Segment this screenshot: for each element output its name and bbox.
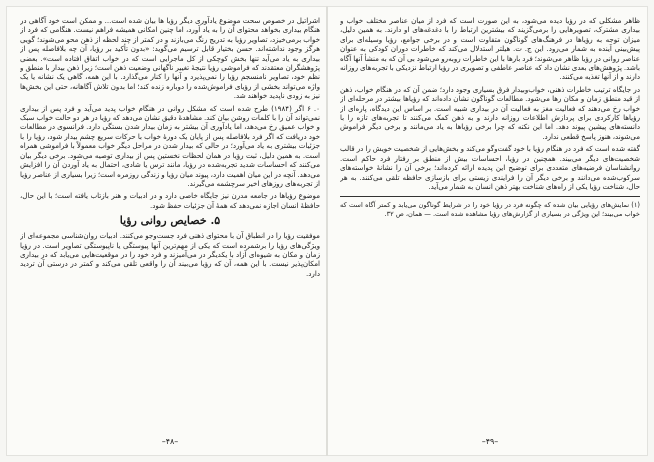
right-page-number: –۴۹– — [481, 437, 499, 446]
right-page-content — [340, 16, 640, 430]
left-paragraph-3: موضوع رؤیاها در جامعه مدرن نیز جایگاه خاصی دارد و در ادبیات و هنر بازتاب یافته است؛ با این حال، حافظهٔ انسان اجازه نمی‌دهد که همهٔ آن جزئیات حفظ شود. — [20, 191, 320, 210]
left-page-number: –۴۸– — [161, 437, 179, 446]
left-page — [20, 16, 320, 446]
left-paragraph-1: اشراتیل در خصوص سحت موضوع یادآوری دیگر رؤیا ها بیان شده است... و ممکن است خود آگاهی در هنگام بیداری بخواهد محتوای آن را به یاد آورد، اما چنین امکانی همیشه فراهم نیست. هنگامی که فرد از خواب برمی‌خیزد، تصاویر رؤیا به تدریج رنگ می‌بازند و در کمتر از چند لحظه از ذهن محو می‌شوند؛ گویی هرگز وجود نداشته‌اند. حسن بختیار قابل ترسیم می‌گوید: «بدون تأکید بر رؤیا، آن چه بلافاصله پس از بیداری به یاد می‌آید تنها بخش کوچکی از کل ماجرایی است که در خواب اتفاق افتاده است». بعضی پژوهشگران معتقدند که فراموشی رؤیا نتیجهٔ تغییر ناگهانی وضعیت ذهن است؛ زیرا ذهن بیدار با منطق و نظم خود، تصاویر نامنسجم رؤیا را نمی‌پذیرد و آنها را کنار می‌گذارد. با این همه، گاهی یک نشانه یا یک واژه می‌تواند بخشی از رؤیای فراموش‌شده را دوباره زنده کند؛ اما بدون تلاش آگاهانه، حتی این بخش‌ها نیز به زودی ناپدید خواهند شد. — [20, 16, 320, 101]
section-heading: ۵. خصایص روانی رؤیا — [119, 214, 221, 228]
book-spread — [6, 6, 648, 456]
right-page — [340, 16, 640, 446]
right-paragraph-1: ظاهر مشکلی که در رؤیا دیده می‌شود، به این صورت است که فرد از میان عناصر مختلف خواب و بیداری مشترک، تصویرهایی را برمی‌گزیند که بیشترین ارتباط را با دغدغه‌های او دارند. به همین دلیل، میزان توجه به رؤیاها در فرهنگ‌های گوناگون متفاوت است و در برخی جوامع، رؤیا وسیله‌ای برای پیش‌بینی آینده به شمار می‌رود. این ج. ت. هیلتر استدلال می‌کند که خاطرات دوران کودکی به عنوان عناصر روانی در رؤیا ظاهر می‌شوند؛ فرد بارها با این خاطرات روبه‌رو می‌شود بی آن که به منشأ آنها آگاه باشد. پژوهش‌های بعدی نشان داد که عناصر عاطفی و تصویری در رؤیا ارتباط نزدیکی با تجربه‌های روزانه دارند و از آنها تغذیه می‌کنند. — [340, 16, 640, 82]
left-paragraph-4: موفقیت رؤیا را در انطباق آن با محتوای ذهنی فرد جست‌وجو می‌کنند. ادبیات روان‌شناسی مجموعه‌ای از ویژگی‌های رؤیا را برشمرده است که یکی از مهم‌ترین آنها پیوستگی یا ناپیوستگی تصاویر است. در رؤیا زمان و مکان به شیوه‌ای آزاد با یکدیگر در می‌آمیزند و فرد خود را در موقعیت‌هایی می‌یابد که در بیداری امکان‌پذیر نیست. با این همه، آن که رؤیا می‌بیند آن را واقعی تلقی می‌کند و کمتر در درستی آن تردید دارد. — [20, 231, 320, 278]
left-page-content — [20, 16, 320, 430]
left-paragraph-2: ۰. ۶ اگر (۱۹۸۴) طرح شده است که مشکل روانی در هنگام خواب پدید می‌آید و فرد پس از بیداری نمی‌تواند آن را با کلمات روشن بیان کند. مشاهدهٔ دقیق نشان می‌دهد که رؤیا در هر دو حالت خواب سبک و خواب عمیق رخ می‌دهد، اما یادآوری آن بیشتر به زمان بیدار شدن بستگی دارد. فرانسوی در مطالعات خود دریافت که اگر فرد بلافاصله پس از پایان یک دورهٔ خواب با حرکات سریع چشم بیدار شود، رؤیا را با جزئیات بیشتری به یاد می‌آورد؛ در حالی که بیدار شدن در مراحل دیگر خواب معمولاً با فراموشی همراه است. به همین دلیل، ثبت رؤیا در همان لحظات نخستین پس از بیداری توصیه می‌شود. برخی دیگر بیان می‌کنند که احساسات شدید تجربه‌شده در رؤیا، مانند ترس یا شادی، احتمال به یاد آوردن آن را افزایش می‌دهد. آنچه در این میان اهمیت دارد، پیوند میان رؤیا و زندگی روزمره است؛ زیرا بسیاری از عناصر رؤیا از تجربه‌های روزهای اخیر سرچشمه می‌گیرند. — [20, 103, 320, 188]
footnote: (۱) نمایش‌های رؤیایی بیان شده که چگونه فرد در رؤیا خود را در شرایط گوناگون می‌یابد و کمتر آگاه است که خواب می‌بیند؛ این ویژگی در بسیاری از گزارش‌های رؤیا مشاهده شده است. — همان، ص ۳۲. — [340, 201, 640, 218]
right-paragraph-2: در جایگاه ترتیب خاطرات ذهنی، خواب‌وبیدار فرق بسیاری وجود دارد؛ ضمن آن که در هنگام خواب، ذهن از قید منطق زمان و مکان رها می‌شود. مطالعات گوناگون نشان داده‌اند که رؤیاها بیشتر در مرحله‌ای از خواب رخ می‌دهند که فعالیت مغز به فعالیت آن در بیداری شبیه است. بر اساس این دیدگاه، پاره‌ای از رؤیاها کارکردی برای پردازش اطلاعات روزانه دارند و به ذهن کمک می‌کنند تا تجربه‌های تازه را با دانسته‌های پیشین پیوند دهد. اما این نکته که چرا برخی رؤیاها به یاد می‌مانند و برخی دیگر فراموش می‌شوند، هنوز پاسخ قطعی ندارد. — [340, 84, 640, 141]
footnote-rule — [340, 196, 640, 197]
book-gutter — [326, 6, 328, 456]
right-paragraph-3: گفته شده است که فرد در هنگام رؤیا با خود گفت‌وگو می‌کند و بخش‌هایی از شخصیت خویش را در قالب شخصیت‌های دیگر می‌بیند. همچنین در رؤیا، احساسات بیش از منطق بر رفتار فرد حاکم است. روانشناسان فرضیه‌های متعددی برای توضیح این پدیده ارائه کرده‌اند؛ برخی آن را نشانهٔ خواسته‌های سرکوب‌شده می‌دانند و برخی دیگر آن را فرایندی زیستی برای بازسازی حافظه تلقی می‌کنند. به هر حال، شناخت رؤیا یکی از راه‌های شناخت بهتر ذهن انسان به شمار می‌آید. — [340, 144, 640, 191]
